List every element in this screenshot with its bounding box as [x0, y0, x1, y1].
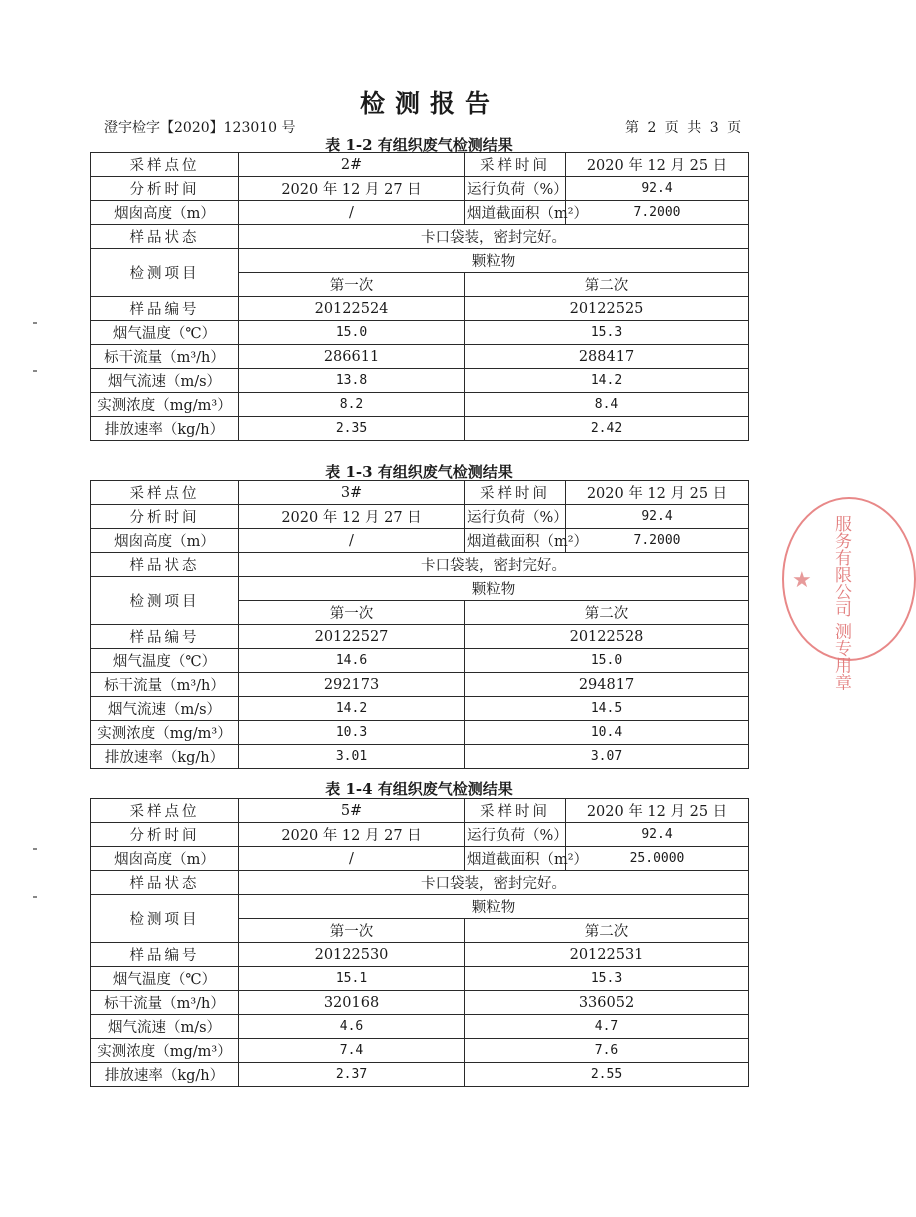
label-cell: 检测项目: [91, 895, 239, 943]
value-cell: 20122531: [465, 943, 749, 967]
table-row: [91, 823, 749, 847]
value-cell: 2.55: [465, 1063, 749, 1087]
value-cell: 14.2: [465, 369, 749, 393]
label-cell: 烟道截面积（m²）: [465, 847, 566, 871]
label-cell: 烟气温度（℃）: [91, 967, 239, 991]
run-header: 第一次: [239, 601, 465, 625]
value-cell: 294817: [465, 673, 749, 697]
value-cell: /: [239, 529, 465, 553]
value-cell: 5#: [239, 799, 465, 823]
value-cell: 92.4: [566, 505, 749, 529]
pollutant-cell: 颗粒物: [239, 895, 749, 919]
run-header: 第二次: [465, 919, 749, 943]
table-row: [91, 225, 749, 249]
value-cell: 3.01: [239, 745, 465, 769]
value-cell: 2.42: [465, 417, 749, 441]
table-row: [91, 201, 749, 225]
label-cell: 排放速率（kg/h）: [91, 1063, 239, 1087]
table-row: [91, 1039, 749, 1063]
label-cell: 采样时间: [465, 481, 566, 505]
label-cell: 采样时间: [465, 153, 566, 177]
table-row: [91, 871, 749, 895]
label-cell: 烟气流速（m/s）: [91, 697, 239, 721]
value-cell: 14.6: [239, 649, 465, 673]
table-row: [91, 369, 749, 393]
table-caption: 表 1-3 有组织废气检测结果: [325, 463, 513, 481]
value-cell: 2020 年 12 月 25 日: [566, 481, 749, 505]
label-cell: 烟囱高度（m）: [91, 201, 239, 225]
table-row: [91, 799, 749, 823]
label-cell: 实测浓度（mg/m³）: [91, 393, 239, 417]
label-cell: 烟气温度（℃）: [91, 321, 239, 345]
value-cell: 15.0: [239, 321, 465, 345]
label-cell: 排放速率（kg/h）: [91, 417, 239, 441]
value-cell: 25.0000: [566, 847, 749, 871]
table-row: [91, 943, 749, 967]
value-cell: 336052: [465, 991, 749, 1015]
table-row: [91, 297, 749, 321]
label-cell: 排放速率（kg/h）: [91, 745, 239, 769]
label-cell: 标干流量（m³/h）: [91, 991, 239, 1015]
value-cell: 3.07: [465, 745, 749, 769]
value-cell: 3#: [239, 481, 465, 505]
table-row: [91, 895, 749, 919]
table-row: [91, 153, 749, 177]
label-cell: 烟囱高度（m）: [91, 847, 239, 871]
value-cell: 7.2000: [566, 201, 749, 225]
value-cell: /: [239, 847, 465, 871]
table-row: [91, 697, 749, 721]
run-header: 第二次: [465, 273, 749, 297]
stamp-star-icon: ★: [792, 568, 812, 593]
label-cell: 样品状态: [91, 871, 239, 895]
table-row: [91, 577, 749, 601]
result-table-1-3: [90, 480, 749, 769]
value-cell: 7.4: [239, 1039, 465, 1063]
table-row: [91, 345, 749, 369]
value-cell: 286611: [239, 345, 465, 369]
label-cell: 标干流量（m³/h）: [91, 673, 239, 697]
table-row: [91, 967, 749, 991]
value-cell: 15.3: [465, 967, 749, 991]
label-cell: 运行负荷（%）: [465, 177, 566, 201]
value-cell: 4.7: [465, 1015, 749, 1039]
label-cell: 样品编号: [91, 297, 239, 321]
value-cell: 卡口袋装，密封完好。: [239, 225, 749, 249]
label-cell: 实测浓度（mg/m³）: [91, 721, 239, 745]
value-cell: 10.4: [465, 721, 749, 745]
label-cell: 运行负荷（%）: [465, 505, 566, 529]
result-table-1-4: [90, 798, 749, 1087]
report-reference-number: 澄宇检字【2020】123010 号: [104, 120, 296, 136]
value-cell: 卡口袋装，密封完好。: [239, 871, 749, 895]
value-cell: 14.2: [239, 697, 465, 721]
value-cell: 15.3: [465, 321, 749, 345]
run-header: 第一次: [239, 919, 465, 943]
table-row: [91, 1015, 749, 1039]
value-cell: 2.35: [239, 417, 465, 441]
label-cell: 烟道截面积（m²）: [465, 529, 566, 553]
table-row: [91, 847, 749, 871]
value-cell: 2020 年 12 月 27 日: [239, 177, 465, 201]
value-cell: 10.3: [239, 721, 465, 745]
value-cell: 20122530: [239, 943, 465, 967]
label-cell: 实测浓度（mg/m³）: [91, 1039, 239, 1063]
table-row: [91, 249, 749, 273]
value-cell: 92.4: [566, 823, 749, 847]
label-cell: 检测项目: [91, 577, 239, 625]
value-cell: 292173: [239, 673, 465, 697]
table-row: [91, 625, 749, 649]
table-row: [91, 505, 749, 529]
value-cell: 8.2: [239, 393, 465, 417]
table-row: [91, 745, 749, 769]
label-cell: 样品编号: [91, 625, 239, 649]
value-cell: 2020 年 12 月 27 日: [239, 823, 465, 847]
label-cell: 采样时间: [465, 799, 566, 823]
table-row: [91, 991, 749, 1015]
value-cell: 卡口袋装，密封完好。: [239, 553, 749, 577]
label-cell: 分析时间: [91, 505, 239, 529]
stamp-text: 服务有限公司 测专用章: [831, 515, 851, 691]
report-title: 检测报告: [359, 89, 500, 118]
value-cell: 320168: [239, 991, 465, 1015]
value-cell: 8.4: [465, 393, 749, 417]
table-caption: 表 1-4 有组织废气检测结果: [325, 780, 513, 798]
label-cell: 烟气温度（℃）: [91, 649, 239, 673]
label-cell: 样品状态: [91, 553, 239, 577]
label-cell: 分析时间: [91, 823, 239, 847]
value-cell: 92.4: [566, 177, 749, 201]
value-cell: 2.37: [239, 1063, 465, 1087]
table-row: [91, 649, 749, 673]
value-cell: 20122528: [465, 625, 749, 649]
value-cell: 14.5: [465, 697, 749, 721]
value-cell: 15.1: [239, 967, 465, 991]
value-cell: 15.0: [465, 649, 749, 673]
label-cell: 运行负荷（%）: [465, 823, 566, 847]
label-cell: 采样点位: [91, 481, 239, 505]
label-cell: 样品编号: [91, 943, 239, 967]
label-cell: 检测项目: [91, 249, 239, 297]
value-cell: 7.6: [465, 1039, 749, 1063]
label-cell: 烟气流速（m/s）: [91, 369, 239, 393]
value-cell: 2020 年 12 月 25 日: [566, 799, 749, 823]
table-row: [91, 321, 749, 345]
value-cell: 13.8: [239, 369, 465, 393]
pollutant-cell: 颗粒物: [239, 577, 749, 601]
page-number: 第 2 页 共 3 页: [625, 120, 744, 136]
label-cell: 烟囱高度（m）: [91, 529, 239, 553]
value-cell: 7.2000: [566, 529, 749, 553]
table-row: [91, 529, 749, 553]
run-header: 第二次: [465, 601, 749, 625]
table-row: [91, 673, 749, 697]
value-cell: 20122525: [465, 297, 749, 321]
table-row: [91, 553, 749, 577]
value-cell: 2#: [239, 153, 465, 177]
label-cell: 烟道截面积（m²）: [465, 201, 566, 225]
table-row: [91, 177, 749, 201]
table-row: [91, 481, 749, 505]
pollutant-cell: 颗粒物: [239, 249, 749, 273]
label-cell: 分析时间: [91, 177, 239, 201]
table-row: [91, 721, 749, 745]
table-row: [91, 417, 749, 441]
run-header: 第一次: [239, 273, 465, 297]
label-cell: 标干流量（m³/h）: [91, 345, 239, 369]
table-caption: 表 1-2 有组织废气检测结果: [325, 136, 513, 154]
value-cell: 4.6: [239, 1015, 465, 1039]
value-cell: 2020 年 12 月 25 日: [566, 153, 749, 177]
value-cell: 288417: [465, 345, 749, 369]
label-cell: 样品状态: [91, 225, 239, 249]
label-cell: 采样点位: [91, 799, 239, 823]
label-cell: 采样点位: [91, 153, 239, 177]
result-table-1-2: [90, 152, 749, 441]
value-cell: 20122527: [239, 625, 465, 649]
value-cell: 20122524: [239, 297, 465, 321]
value-cell: 2020 年 12 月 27 日: [239, 505, 465, 529]
table-row: [91, 393, 749, 417]
label-cell: 烟气流速（m/s）: [91, 1015, 239, 1039]
table-row: [91, 1063, 749, 1087]
value-cell: /: [239, 201, 465, 225]
